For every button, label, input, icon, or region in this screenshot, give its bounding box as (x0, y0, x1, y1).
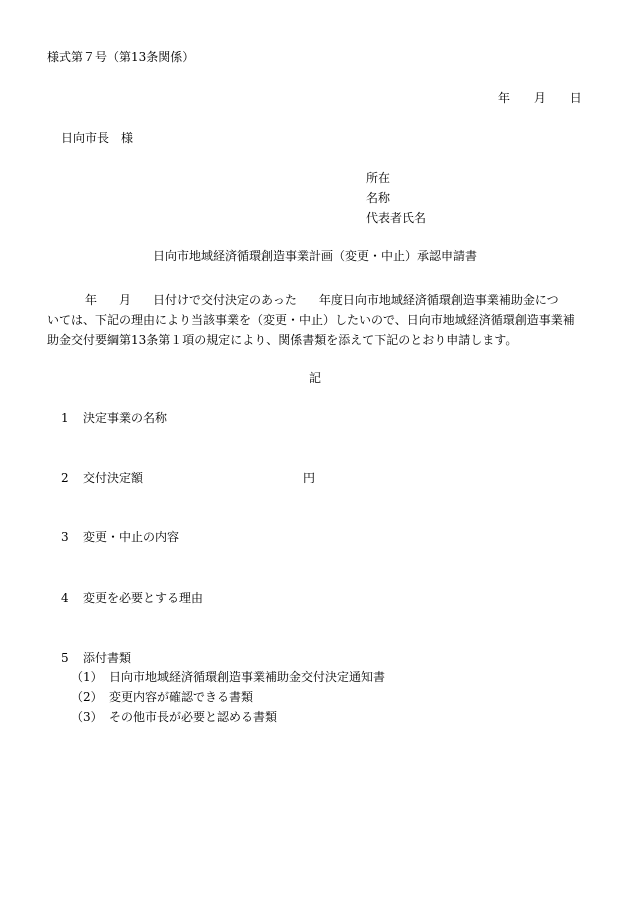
item-label: 交付決定額 (83, 471, 144, 485)
item-label: 変更を必要とする理由 (83, 591, 204, 605)
applicant-block (366, 168, 426, 228)
item-project-name (61, 410, 167, 426)
ki-heading: 記 (308, 371, 321, 385)
attachment-item (71, 709, 277, 725)
attachment-item (71, 669, 385, 685)
date-day-label: 日 (569, 91, 582, 105)
item-number: 2 (61, 471, 69, 485)
body-text-2: 年度日向市地域経済循環創造事業補助金につ (318, 293, 559, 307)
body-line-1 (47, 290, 587, 310)
body-text-1: 日付けで交付決定のあった (153, 293, 297, 307)
item-attachments (61, 650, 131, 666)
body-year-label: 年 (85, 293, 98, 307)
item-number: 5 (61, 651, 69, 665)
attachment-number: （2） (71, 690, 103, 704)
item-number: 1 (61, 411, 69, 425)
item-change-reason (61, 590, 203, 606)
item-grant-amount (61, 470, 315, 486)
attachment-label: 日向市地域経済循環創造事業補助金交付決定通知書 (109, 670, 386, 684)
applicant-address-label: 所在 (366, 171, 391, 185)
body-month-label: 月 (119, 293, 132, 307)
item-number: 3 (61, 530, 69, 544)
attachment-number: （3） (71, 710, 103, 724)
applicant-representative-label: 代表者氏名 (366, 211, 427, 225)
item-label: 決定事業の名称 (83, 411, 168, 425)
date-year-label: 年 (498, 91, 511, 105)
form-number: 様式第７号（第13条関係） (47, 50, 195, 64)
item-label: 変更・中止の内容 (83, 530, 180, 544)
item-number: 4 (61, 591, 69, 605)
item-change-content (61, 529, 179, 545)
document-title: 日向市地域経済循環創造事業計画（変更・中止）承認申請書 (152, 249, 477, 263)
attachment-label: 変更内容が確認できる書類 (109, 690, 254, 704)
body-line-2: いては、下記の理由により当該事業を（変更・中止）したいので、日向市地域経済循環創造事業補 (47, 313, 575, 327)
addressee: 日向市長 様 (61, 131, 134, 145)
yen-unit: 円 (303, 471, 316, 485)
attachment-label: その他市長が必要と認める書類 (109, 710, 278, 724)
item-label: 添付書類 (83, 651, 132, 665)
attachment-item (71, 689, 253, 705)
date-line (498, 90, 582, 106)
body-paragraph (47, 290, 587, 350)
applicant-name-label: 名称 (366, 191, 391, 205)
body-line-3: 助金交付要綱第13条第１項の規定により、関係書類を添えて下記のとおり申請します。 (47, 333, 518, 347)
attachment-number: （1） (71, 670, 103, 684)
date-month-label: 月 (533, 91, 546, 105)
